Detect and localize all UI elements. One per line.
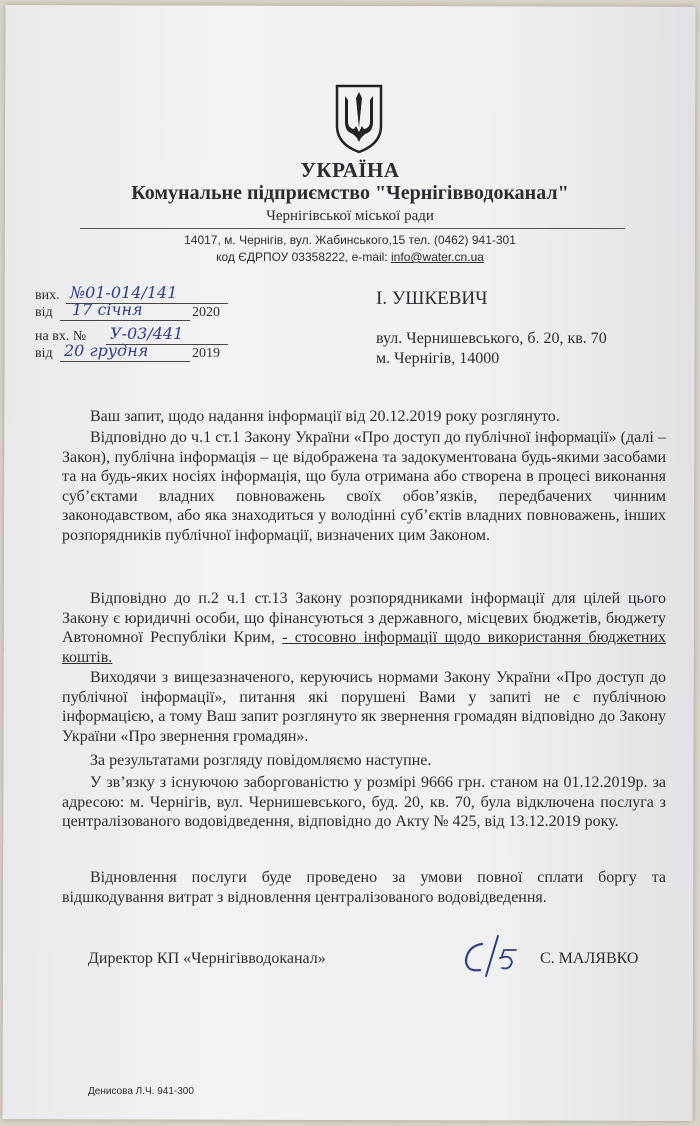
out-date-label: від	[35, 305, 53, 320]
handwritten-signature	[456, 932, 526, 980]
in-label: на вх. №	[35, 329, 87, 344]
out-year: 2020	[192, 305, 220, 320]
signatory-title: Директор КП «Чернігівводоканал»	[88, 950, 326, 967]
in-date-line	[60, 361, 190, 362]
organization-name: Комунальне підприємство "Чернігівводоканал"	[131, 182, 569, 204]
in-date-label: від	[35, 346, 53, 361]
paragraph-restoration-terms: Відновлення послуги буде проведено за умови повної сплати боргу та відшкодування витрат з відновлення централізованого водовідведення.	[62, 869, 666, 906]
header-divider	[80, 228, 625, 229]
country-name: УКРАЇНА	[300, 158, 400, 182]
recipient-street: вул. Чернишевського, б. 20, кв. 70	[376, 330, 607, 347]
in-year: 2019	[192, 346, 220, 361]
recipient-city: м. Чернігів, 14000	[376, 350, 500, 367]
organization-subtitle: Чернігівської міської ради	[266, 208, 434, 224]
code-email-line	[0, 250, 700, 264]
in-date-hand: 20 грудня	[64, 341, 149, 360]
paragraph-debt-disconnection: У зв’язку з існуючою заборгованістю у розмірі 9666 грн. станом на 01.12.2019р. за адресою: м. Чернігів, вул. Чернишевського, буд. 20, кв. 70, була відключена послуга з централізованого водовідведення, відповідно до Акту № 425, від 13.12.2019 року.	[62, 774, 666, 830]
executor-note: Денисова Л.Ч. 941-300	[88, 1086, 194, 1097]
out-number: №01-014/141	[70, 283, 178, 302]
in-number: У-03/441	[110, 324, 184, 343]
out-date-hand: 17 січня	[72, 300, 143, 319]
paragraph-info-managers	[62, 589, 666, 667]
out-label: вих.	[35, 288, 60, 303]
paragraph-request-reviewed: Ваш запит, щодо надання інформації від 20.12.2019 року розглянуто.	[90, 408, 560, 425]
paragraph-info-managers-underlined: - стосовно інформації щодо використання бюджетних коштів.	[62, 629, 667, 666]
paragraph-public-info-definition: Відповідно до ч.1 ст.1 Закону України «Про доступ до публічної інформації» (далі – Закон), публічна інформація – це відображена та задокументована будь-якими засобами та на будь-яких носіях інформація, що була отримана або створена в процесі виконання суб’єктами владних повноважень своїх обов’язків, передбачених чинним законодавством, або яка знаходиться у володінні суб’єктів владних повноважень, інших розпорядників публічної інформації, визначених цим Законом.	[62, 429, 666, 544]
signatory-name: С. МАЛЯВКО	[540, 950, 639, 967]
code-line: код ЄДРПОУ 03358222, e-mail:	[216, 250, 392, 264]
out-date-line	[60, 320, 190, 321]
paragraph-results-intro: За результатами розгляду повідомляємо наступне.	[90, 752, 432, 769]
address-line: 14017, м. Чернігів, вул. Жабинського,15 тел. (0462) 941-301	[184, 233, 516, 247]
recipient-name: І. УШКЕВИЧ	[376, 288, 488, 309]
trident-emblem-icon	[333, 82, 385, 154]
paragraph-appeal-as-citizen: Виходячи з вищезазначеного, керуючись нормами Закону України «Про доступ до публічної інформації», питання які порушені Вами у запиті не є публічною інформацією, а тому Ваш запит розглянуто як звернення громадян відповідно до Закону України «Про звернення громадян».	[62, 669, 666, 745]
paragraph-info-managers-text: Відповідно до п.2 ч.1 ст.13 Закону розпорядниками інформації для цілей цього Закону є юридичні особи, що фінансуються з державного, місцевих бюджетів, бюджету Автономної Республіки Крим,	[62, 590, 666, 646]
email-link[interactable]: info@water.cn.ua	[391, 250, 484, 264]
